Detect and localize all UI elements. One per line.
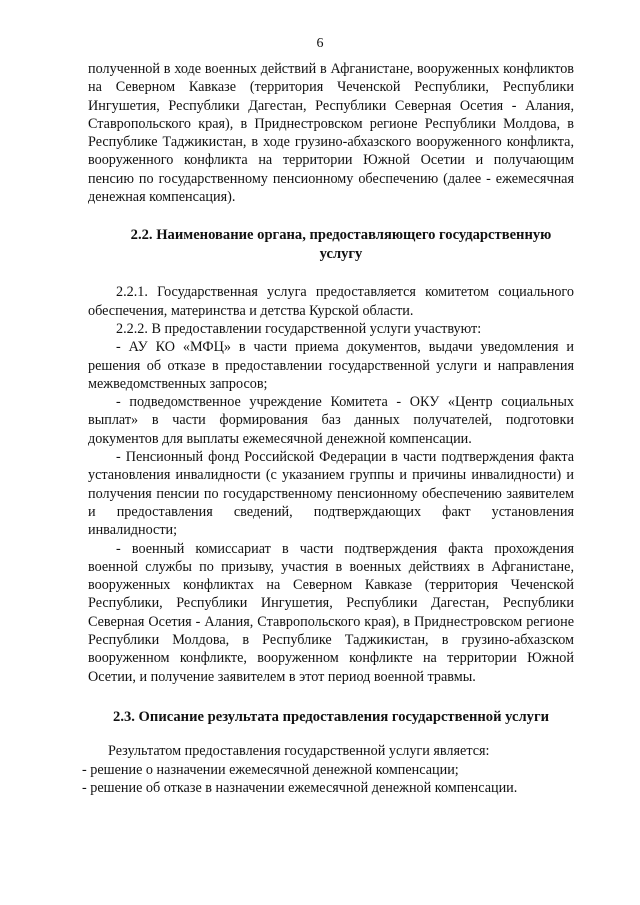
result-item-refusal: - решение об отказе в назначении ежемесячной денежной компенсации. <box>82 780 518 796</box>
participant-item-mfc: - АУ КО «МФЦ» в части приема документов, выдачи уведомления и решения об отказе в предоставлении государственной услуги и направления межведомственных запросов; <box>88 339 574 392</box>
result-item-grant: - решение о назначении ежемесячной денежной компенсации; <box>82 761 459 778</box>
section-2-3-heading: 2.3. Описание результата предоставления государственной услуги <box>113 708 549 725</box>
participant-item-social-payments-center: - подведомственное учреждение Комитета - ОКУ «Центр социальных выплат» в части формирования баз данных получателей, подготовки документов для выплаты ежемесячной денежной компенсации. <box>88 394 574 447</box>
section-2-2-1-paragraph: 2.2.1. Государственная услуга предоставляется комитетом социального обеспечения, материнства и детства Курской области. <box>88 284 574 319</box>
participant-item-military-commissariat: - военный комиссариат в части подтверждения факта прохождения военной службы по призыву, участия в военных действиях в Афганистане, вооруженных конфликтах на Северном Кавказе (территория Чеченской Республики, Республики Ингушетия, Республики Дагестан, Республики Северная Осетия - Алания, Ставропольского края), в Приднестровском регионе Республики Молдова, в Республике Таджикистан, в грузино-абхазском вооруженном конфликте, вооруженном конфликте на территории Южной Осетии, и получение заявителем в этот период военной травмы. <box>88 540 574 685</box>
section-2-2-2-paragraph: 2.2.2. В предоставлении государственной услуги участвуют: <box>116 320 482 337</box>
section-2-2-heading: 2.2. Наименование органа, предоставляющего государственную услугу <box>130 227 552 262</box>
intro-paragraph: полученной в ходе военных действий в Афганистане, вооруженных конфликтов на Северном Кавказе (территория Чеченской Республики, Республики Ингушетия, Республики Дагестан, Республики Северная Осетия - Алания, Ставропольского края), в Приднестровском регионе Республики Молдова, в Республике Таджикистан, в ходе грузино-абхазского вооруженного конфликта, вооруженного конфликта на территории Южной Осетии и получающим пенсию по государственному пенсионному обеспечению (далее - ежемесячная денежная компенсация). <box>88 61 574 206</box>
document-body <box>82 60 574 797</box>
participant-item-pension-fund: - Пенсионный фонд Российской Федерации в части подтверждения факта установления инвалидности (с указанием группы и причины инвалидности) и получения пенсии по государственному пенсионному обеспечению заявителем и предоставления сведений, подтверждающих факт установления инвалидности; <box>88 449 574 539</box>
page-number: 6 <box>316 36 324 51</box>
result-intro: Результатом предоставления государственной услуги является: <box>108 743 490 760</box>
